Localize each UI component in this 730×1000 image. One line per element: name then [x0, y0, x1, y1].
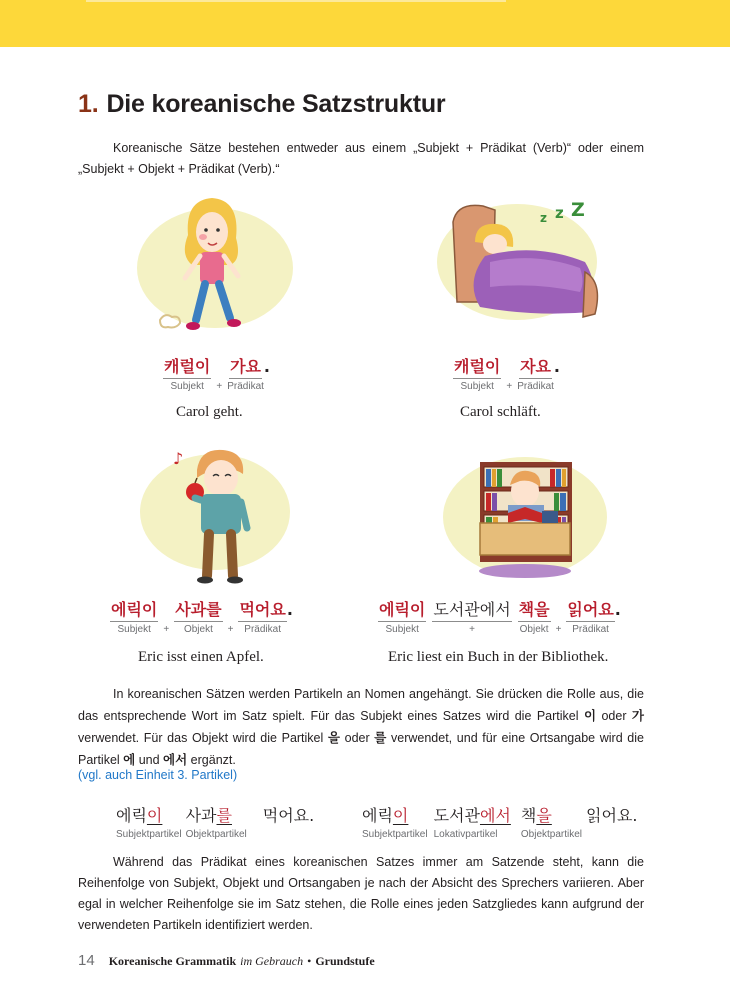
- particle-eseo: 에서: [163, 752, 188, 767]
- translation-1: Carol geht.: [176, 404, 243, 420]
- korean-word: 캐럴이: [453, 357, 501, 379]
- svg-text:♪: ♪: [173, 449, 184, 468]
- translation-2: Carol schläft.: [460, 404, 541, 420]
- intro-paragraph: Koreanische Sätze bestehen entweder aus einem „Subjekt + Prädikat (Verb)“ oder einem „Subjekt + Objekt + Prädikat (Verb).“: [78, 141, 644, 176]
- particle-label: Subjektpartikel: [362, 829, 428, 840]
- korean-word: 사과를: [174, 600, 222, 622]
- translation-4: Eric liest ein Buch in der Bibliothek.: [388, 649, 609, 665]
- particle-highlight: 을: [536, 806, 552, 825]
- particle-highlight: 이: [146, 806, 163, 825]
- korean-word: 에릭이: [110, 600, 158, 622]
- grammar-label: Objekt: [519, 624, 549, 635]
- grammar-label: Prädikat: [572, 624, 609, 635]
- sentence-period: .: [614, 600, 621, 619]
- particle-e: 에: [123, 752, 136, 767]
- grammar-label: Subjekt: [385, 624, 419, 635]
- section-heading: [78, 90, 445, 119]
- plus-sign: +: [227, 624, 234, 635]
- illustration-eric-apple: [135, 440, 295, 590]
- korean-word: 가요: [229, 357, 262, 379]
- particle-eul: 을: [327, 730, 340, 745]
- korean-word: 도서관에서: [432, 600, 511, 622]
- particles-paragraph: In koreanischen Sätzen werden Partikeln an Nomen angehängt. Sie drücken die Rolle aus, die das entsprechende Wort im Satz spielt. Für das Subjekt eines Satzes wird die Partikel 이 oder 가 verwendet. Für das Objekt wird die Partikel 을 oder 를 verwendet, und für eine Ortsangabe wird die Partikel 에 und 에서 ergänzt.: [78, 687, 644, 767]
- grammar-label: Prädikat: [227, 381, 264, 392]
- example-sentence-1: [163, 357, 270, 393]
- svg-text:z: z: [540, 211, 547, 225]
- particle-example-2: 에릭이 Subjektpartikel 도서관에서 Lokativpartikel 책을 Objektpartikel 읽어요.: [362, 806, 638, 840]
- sentence-period: .: [263, 357, 270, 376]
- word-order-paragraph: Während das Prädikat eines koreanischen Satzes immer am Satzende steht, kann die Reihenfolge von Subjekt, Objekt und Ortsangaben je nach der Absicht des Sprechers variieren. Aber egal in welcher Reihenfolge sie im Satz stehen, die Rolle eines jeden Satzgliedes kann aufgrund der verwendeten Partikeln identifiziert werden.: [78, 855, 644, 932]
- plus-sign: +: [555, 624, 562, 635]
- footer-separator: •: [307, 954, 312, 968]
- plus-sign: +: [469, 624, 475, 635]
- book-level: Grundstufe: [315, 954, 375, 968]
- particle-reul: 를: [374, 730, 387, 745]
- plus-sign: +: [163, 624, 170, 635]
- grammar-label: Subjekt: [117, 624, 151, 635]
- sentence-period: .: [553, 357, 560, 376]
- sentence-period: .: [286, 600, 293, 619]
- book-title: Koreanische Grammatik: [108, 954, 237, 968]
- plus-sign: +: [216, 381, 223, 392]
- particle-highlight: 이: [392, 806, 409, 825]
- grammar-label: Prädikat: [244, 624, 281, 635]
- particle-example-1: 에릭이 Subjektpartikel 사과를 Objektpartikel 먹어요.: [116, 806, 315, 840]
- korean-word: 자요: [519, 357, 552, 379]
- grammar-label: Subjekt: [460, 381, 494, 392]
- grammar-label: Objekt: [183, 624, 213, 635]
- grammar-label: Subjekt: [170, 381, 204, 392]
- particle-highlight: 에서: [479, 806, 511, 825]
- particle-i: 이: [583, 708, 597, 723]
- example-sentence-4: [378, 600, 621, 636]
- section-number: 1.: [78, 90, 99, 118]
- korean-word: 책을: [518, 600, 551, 622]
- particle-highlight: 를: [216, 806, 232, 825]
- section-title: Die koreanische Satzstruktur: [106, 90, 446, 118]
- plus-sign: +: [506, 381, 513, 392]
- particle-label: Subjektpartikel: [116, 829, 182, 840]
- particle-label: Objektpartikel: [520, 829, 583, 840]
- grammar-label: Prädikat: [517, 381, 554, 392]
- illustration-carol-sleeping: [435, 192, 610, 342]
- example-sentence-2: [453, 357, 560, 393]
- illustration-eric-library: [440, 447, 610, 587]
- particle-label: Lokativpartikel: [433, 829, 498, 840]
- book-title-italic: im Gebrauch: [240, 954, 304, 968]
- svg-text:Z: Z: [571, 199, 585, 221]
- illustration-carol-walking: [130, 190, 300, 345]
- korean-word: 캐럴이: [163, 357, 211, 379]
- translation-3: Eric isst einen Apfel.: [138, 649, 264, 665]
- svg-text:z: z: [555, 204, 564, 222]
- korean-word: 읽어요: [566, 600, 614, 622]
- top-color-band: [0, 0, 730, 47]
- page-number: 14: [78, 952, 95, 969]
- particle-label: Objektpartikel: [185, 829, 247, 840]
- particle-ga: 가: [631, 708, 644, 723]
- page-footer: [78, 952, 375, 969]
- korean-word: 먹어요: [238, 600, 286, 622]
- reference-link[interactable]: (vgl. auch Einheit 3. Partikel): [78, 768, 238, 782]
- example-sentence-3: [110, 600, 293, 636]
- korean-word: 에릭이: [378, 600, 426, 622]
